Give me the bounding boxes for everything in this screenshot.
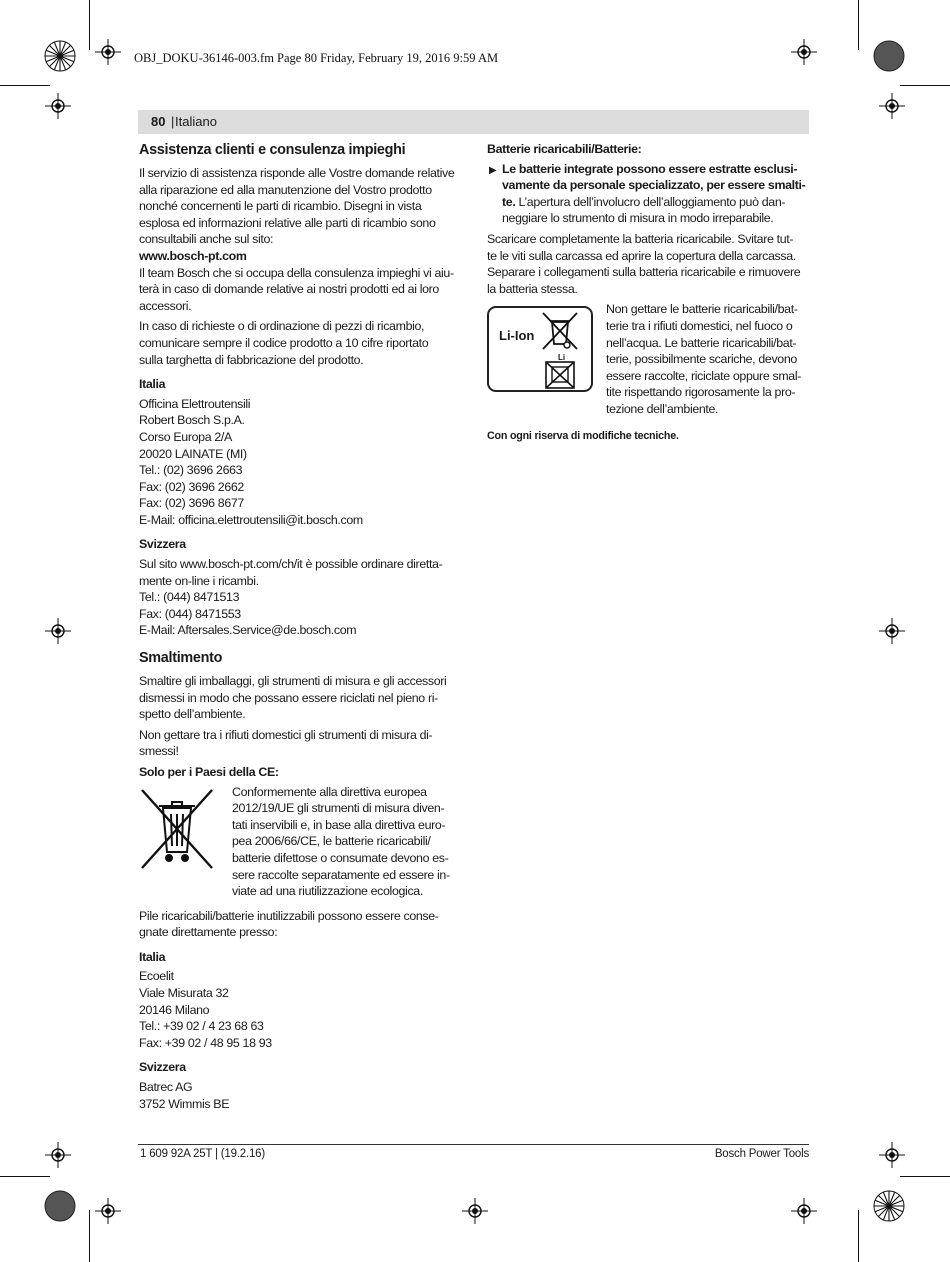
text-line: terie, possibilmente scariche, devono [606,352,797,367]
paragraph [139,265,465,315]
website-link[interactable]: www.bosch-pt.com [139,248,247,263]
text-line: sulla targhetta di fabbricazione del prodotto. [139,352,364,367]
li-ion-notice [487,301,810,417]
phone-line: Tel.: +39 02 / 4 23 68 63 [139,1019,264,1034]
address-line: Officina Elettroutensili [139,396,251,411]
footer-brand: Bosch Power Tools [714,1148,809,1160]
address-line: 20146 Milano [139,1002,210,1017]
text-line: viate ad una riutilizzazione ecologica. [232,884,423,899]
text-span: te. [502,194,516,209]
address-line: 20020 LAINATE (MI) [139,446,247,461]
crop-mark [89,1210,90,1262]
registration-mark-icon [879,93,905,119]
text-line: dismessi in modo che possano essere riciclati nel pieno ri- [139,690,438,705]
address-line: Robert Bosch S.p.A. [139,413,245,428]
text-line: comunicare sempre il codice prodotto a 10 cifre riportato [139,335,429,350]
fax-line: Fax: +39 02 / 48 95 18 93 [139,1035,272,1050]
section-title-assistenza: Assistenza clienti e consulenza impieghi [139,142,406,158]
address-block-svizzera-recycling [139,1079,465,1112]
registration-mark-icon [95,1198,121,1224]
paragraph [139,908,465,941]
country-heading-italia: Italia [139,949,166,964]
density-target-icon [873,40,905,72]
crop-mark [858,0,859,50]
address-block-italia-recycling [139,968,465,1051]
text-line: Il servizio di assistenza risponde alle Vostre domande relative [139,166,455,180]
crossed-out-wheelie-bin-icon [139,786,215,872]
crop-mark [0,1176,50,1177]
text-line: gnate direttamente presso: [139,925,278,940]
text-line: 2012/19/UE gli strumenti di misura diven- [232,801,445,816]
text-line: essere raccolte, riciclate oppure smal- [606,368,802,383]
li-label: Li [558,353,566,363]
text-line: te le viti sulla carcassa ed aprire la copertura della carcassa. [487,248,796,263]
page-number: 80 [151,114,166,129]
phone-line: Tel.: (044) 8471513 [139,590,240,605]
warning-bullet [487,161,810,227]
crop-mark [900,1176,950,1177]
text-span: L’apertura dell’involucro dell’alloggiamento può dan- [515,194,786,209]
email-link[interactable]: E-Mail: officina.elettroutensili@it.bosch.com [139,512,363,527]
registration-mark-icon [462,1198,488,1224]
language-label: Italiano [175,114,217,129]
text-line: batterie difettose o consumate devono es- [232,850,449,865]
text-line: vamente da personale specializzato, per essere smalti- [502,178,806,193]
batteries-heading: Batterie ricaricabili/Batterie: [487,142,642,156]
registration-mark-icon [879,1142,905,1168]
starburst-target-icon [44,40,76,72]
text-line: Separare i collegamenti sulla batteria ricaricabile e rimuovere [487,265,801,280]
footer-rule [138,1144,809,1145]
text-line: Non gettare tra i rifiuti domestici gli strumenti di misura di- [139,727,433,742]
bullet-arrow-icon: ▶ [489,164,497,176]
address-line: Ecoelit [139,969,174,984]
text-line: Pile ricaricabili/batterie inutilizzabili possono essere conse- [139,908,439,923]
text-line: smessi! [139,744,179,759]
starburst-target-icon [873,1190,905,1222]
address-line: Batrec AG [139,1079,193,1094]
text-line: Non gettare le batterie ricaricabili/bat- [606,302,798,317]
registration-mark-icon [45,93,71,119]
country-heading-italia: Italia [139,377,166,392]
phone-line: Tel.: (02) 3696 2663 [139,463,243,478]
registration-mark-icon [879,618,905,644]
country-heading-svizzera: Svizzera [139,1060,186,1075]
registration-mark-icon [791,39,817,65]
text-line: la batteria stessa. [487,281,578,296]
footer-document-code: 1 609 92A 25T | (19.2.16) [140,1148,266,1160]
address-line: Corso Europa 2/A [139,429,232,444]
page-header [138,110,809,134]
registration-mark-icon [45,618,71,644]
text-line: Scaricare completamente la batteria ricaricabile. Svitare tut- [487,231,794,246]
fax-line: Fax: (044) 8471553 [139,606,241,621]
text-line: Smaltire gli imballaggi, gli strumenti di misura e gli accessori [139,674,447,689]
text-line: Le batterie integrate possono essere estratte esclusi- [502,161,798,176]
density-target-icon [44,1190,76,1222]
weee-notice [139,784,465,904]
registration-mark-icon [791,1198,817,1224]
paragraph [139,165,465,248]
text-line: accessori. [139,298,192,313]
li-ion-symbol-box [487,306,593,392]
address-line: Viale Misurata 32 [139,985,229,1000]
text-line: Sul sito www.bosch-pt.com/ch/it è possible ordinare diretta- [139,557,443,572]
text-line: neggiare lo strumento di misura in modo irreparabile. [502,211,774,226]
fax-line: Fax: (02) 3696 2662 [139,479,244,494]
paragraph [487,231,810,297]
text-line: terie tra i rifiuti domestici, nel fuoco o [606,318,793,333]
address-line: 3752 Wimmis BE [139,1096,230,1111]
li-ion-label: Li-Ion [499,328,535,344]
address-block-svizzera [139,556,465,639]
crop-mark [900,85,950,86]
fax-line: Fax: (02) 3696 8677 [139,496,244,511]
text-line: terà in caso di domande relative ai nostri prodotti ed ai loro [139,282,439,297]
crop-mark [89,0,90,50]
technical-changes-notice: Con ogni riserva di modifiche tecniche. [487,429,679,442]
text-line: Conformemente alla direttiva europea [232,784,427,799]
text-line: spetto dell’ambiente. [139,707,246,722]
text-line: pea 2006/66/CE, le batterie ricaricabili/ [232,834,431,849]
ce-heading: Solo per i Paesi della CE: [139,765,279,779]
left-column [139,141,465,1112]
registration-mark-icon [95,39,121,65]
text-line: alla riparazione ed alla manutenzione del Vostro prodotto [139,182,432,197]
right-column [487,141,810,444]
address-block-italia [139,396,465,529]
text-line: nonché concernenti le parti di ricambio. Disegni in vista [139,199,422,214]
text-line: consultabili anche sul sito: [139,232,274,247]
registration-mark-icon [45,1142,71,1168]
text-line: tite rispettando rigorosamente la pro- [606,385,796,400]
print-slug: OBJ_DOKU-36146-003.fm Page 80 Friday, February 19, 2016 9:59 AM [134,51,499,65]
crop-mark [0,85,50,86]
text-line: nell’acqua. Le batterie ricaricabili/bat- [606,335,797,350]
paragraph [139,318,465,368]
paragraph [139,727,465,760]
text-line: Il team Bosch che si occupa della consulenza impieghi vi aiu- [139,265,454,280]
crop-mark [858,1210,859,1262]
text-line: esplosa ed informazioni relative alle parti di ricambio sono [139,215,436,230]
crossed-out-battery-bin-icon [541,311,581,351]
text-line: sere raccolte separatamente ed essere in- [232,867,450,882]
text-line: In caso di richieste o di ordinazione di pezzi di ricambio, [139,319,425,334]
crossed-out-battery-icon [544,360,576,390]
text-line: tati inservibili e, in base alla direttiva euro- [232,817,446,832]
text-line: tezione dell’ambiente. [606,401,719,416]
email-link[interactable]: E-Mail: Aftersales.Service@de.bosch.com [139,623,357,638]
country-heading-svizzera: Svizzera [139,537,186,552]
paragraph [139,673,465,723]
section-title-smaltimento: Smaltimento [139,650,223,667]
text-line: mente on-line i ricambi. [139,573,259,588]
header-separator: | [171,114,175,129]
